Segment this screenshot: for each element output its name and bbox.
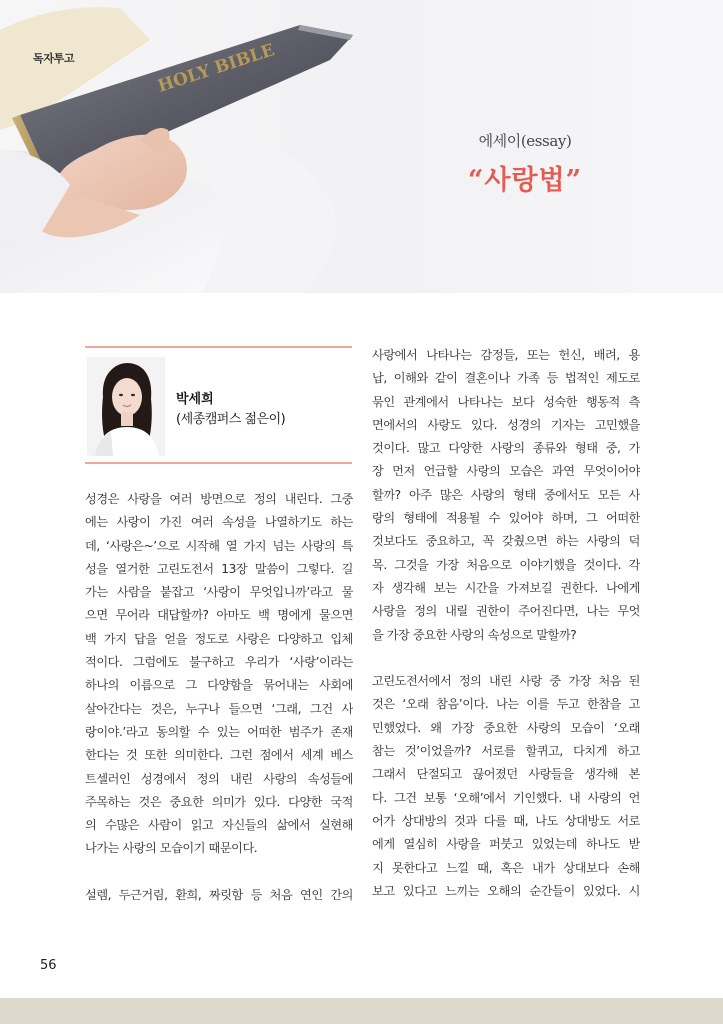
text-line: 성을 열거한 고린도전서 13장 말씀이 그렇다. 길 xyxy=(85,561,353,576)
header-image xyxy=(0,0,723,293)
text-line: 에게 열심히 사랑을 퍼붓고 있었는데 하나도 받 xyxy=(372,837,640,852)
author-name: 박세희 xyxy=(176,392,214,407)
text-line: 데, ‘사랑은~’으로 시작해 열 가지 넘는 사랑의 특 xyxy=(85,538,353,553)
text-line: 면에서의 사랑도 있다. 성경의 기자는 고민했을 xyxy=(372,417,640,432)
left-column xyxy=(85,488,353,907)
text-line: 살아간다는 것은, 누구나 들으면 ‘그래, 그건 사 xyxy=(85,701,353,716)
text-line: 주목하는 것은 중요한 의미가 있다. 다양한 국적 xyxy=(85,794,353,809)
text-line: 어가 상대방의 것과 다를 때, 나도 상대방도 서로 xyxy=(372,813,640,828)
text-line: 그래서 단절되고 끊어졌던 사랑들을 생각해 본 xyxy=(372,767,640,782)
text-line: 한다는 것 또한 의미한다. 그런 점에서 세계 베스 xyxy=(85,748,353,763)
text-line: 고린도전서에서 정의 내린 사랑 중 가장 처음 된 xyxy=(372,674,640,689)
essay-subtitle: 에세이(essay) xyxy=(478,132,572,150)
text-line: 트셀러인 성경에서 정의 내린 사랑의 속성들에 xyxy=(85,771,353,786)
text-line: 것이다. 많고 다양한 사랑의 종류와 형태 중, 가 xyxy=(372,441,640,456)
text-line: 사랑을 정의 내릴 권한이 주어진다면, 나는 무엇 xyxy=(372,604,640,619)
text-line: 가는 사람을 붙잡고 ‘사랑이 무엇입니까’라고 물 xyxy=(85,585,353,600)
author-photo xyxy=(87,357,165,456)
right-column xyxy=(372,344,640,903)
essay-title: “사랑법” xyxy=(467,165,583,196)
text-line: 사랑에서 나타나는 감정들, 또는 헌신, 배려, 용 xyxy=(372,348,640,362)
text-line: 장 먼저 언급할 사랑의 모습은 과연 무엇이어야 xyxy=(372,464,640,479)
text-line: 랑의 형태에 적용될 수 있어야 하며, 그 어떠한 xyxy=(372,511,640,526)
svg-text:HOLY BIBLE: HOLY BIBLE xyxy=(155,40,277,97)
text-line: 자 생각해 보는 시간을 가져보길 권한다. 나에게 xyxy=(372,580,640,595)
text-line: 의 수많은 사람이 읽고 자신들의 삶에서 실현해 xyxy=(85,818,353,833)
paragraph xyxy=(372,344,640,647)
page-number: 56 xyxy=(40,958,57,973)
text-line: 것보다도 중요하고, 꼭 갖췄으면 하는 사랑의 덕 xyxy=(372,534,640,549)
avatar xyxy=(87,357,165,456)
section-label: 독자투고 xyxy=(33,52,75,65)
bible-photo xyxy=(0,0,723,293)
text-line: 참는 것’이었을까? 서로를 할퀴고, 다치게 하고 xyxy=(372,744,640,759)
text-line: 성경은 사랑을 여러 방면으로 정의 내린다. 그중 xyxy=(85,492,353,506)
text-line: 묶인 관계에서 나타나는 보다 성숙한 행동적 측 xyxy=(372,394,640,409)
text-line: 지 못한다고 느낄 때, 혹은 내가 상대보다 손해 xyxy=(372,860,640,875)
paragraph xyxy=(85,884,353,907)
text-line: 납, 이해와 같이 결혼이나 가족 등 법적인 제도로 xyxy=(372,371,640,386)
text-line: 하나의 이름으로 그 다양함을 묶어내는 사회에 xyxy=(85,678,353,693)
paragraph xyxy=(372,670,640,903)
text-line: 에는 사랑이 가진 여러 속성을 나열하기도 하는 xyxy=(85,515,353,530)
author-affiliation: (세종캠퍼스 젊은이) xyxy=(176,412,286,427)
text-line: 다. 그건 보통 ‘오해’에서 기인했다. 내 사랑의 언 xyxy=(372,790,640,805)
author-box xyxy=(85,346,352,464)
text-line: 랑이야.’라고 동의할 수 있는 어떠한 범주가 존재 xyxy=(85,724,353,739)
text-line: 것은 ‘오래 참음’이다. 나는 이를 두고 한참을 고 xyxy=(372,697,640,712)
text-line: 적이다. 그럼에도 불구하고 우리가 ‘사랑’이라는 xyxy=(85,655,353,670)
text-line: 을 가장 중요한 사랑의 속성으로 말할까? xyxy=(372,627,577,642)
text-line: 나가는 사랑의 모습이기 때문이다. xyxy=(85,841,258,856)
paragraph xyxy=(85,488,353,861)
text-line: 보고 있다고 느끼는 오해의 순간들이 있었다. 시 xyxy=(372,883,640,898)
text-line: 으면 무어라 대답할까? 아마도 백 명에게 물으면 xyxy=(85,608,353,623)
text-line: 백 가지 답을 얻을 정도로 사랑은 다양하고 입체 xyxy=(85,631,353,646)
text-line: 할까? 아주 많은 사랑의 형태 중에서도 모든 사 xyxy=(372,487,640,502)
footer-band xyxy=(0,998,723,1024)
text-line: 설렘, 두근거림, 환희, 짜릿함 등 처음 연인 간의 xyxy=(85,888,353,903)
text-line: 목. 그것을 가장 처음으로 이야기했을 것이다. 각 xyxy=(372,557,640,572)
text-line: 민했었다. 왜 가장 중요한 사랑의 모습이 ‘오래 xyxy=(372,720,640,735)
